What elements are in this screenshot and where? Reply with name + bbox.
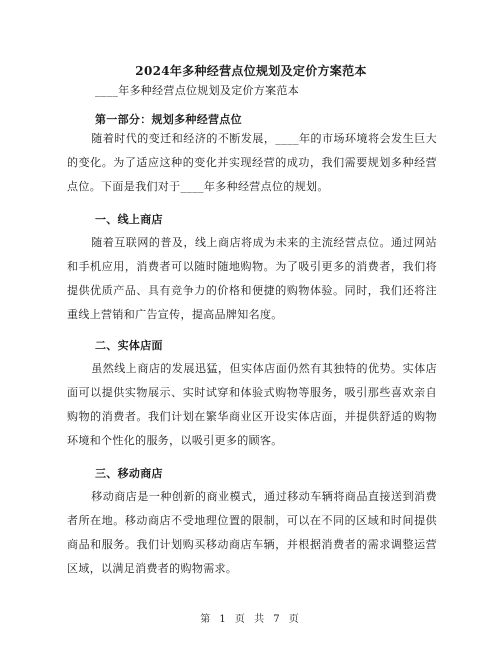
section-heading-mobile-store: 三、移动商店: [95, 467, 163, 480]
document-subtitle: ____年多种经营点位规划及定价方案范本: [95, 84, 299, 97]
intro-paragraph: 随着时代的变迁和经济的不断发展，____年的市场环境将会发生巨大的变化。为了适应这种的变化并实现经营的成功，我们需要规划多种经营点位。下面是我们对于____年多种经营点位的规划。: [67, 132, 437, 193]
section-body-physical-store: 虽然线上商店的发展迅猛，但实体店面仍然有其独特的优势。实体店面可以提供实物展示、实时试穿和体验式购物等服务，吸引那些喜欢亲自购物的消费者。我们计划在繁华商业区开设实体店面，并提供舒适的购物环境和个性化的服务，以吸引更多的顾客。: [67, 362, 437, 447]
section-heading-online-store: 一、线上商店: [95, 213, 163, 226]
section-body-mobile-store: 移动商店是一种创新的商业模式，通过移动车辆将商品直接送到消费者所在地。移动商店不受地理位置的限制，可以在不同的区域和时间提供商品和服务。我们计划购买移动商店车辆，并根据消费者的需求调整运营区域，以满足消费者的购物需求。: [67, 490, 437, 575]
page-footer: 第 1 页 共 7 页: [200, 614, 302, 625]
section-heading-physical-store: 二、实体店面: [95, 339, 163, 352]
document-title: 2024年多种经营点位规划及定价方案范本: [135, 64, 367, 78]
section-body-online-store: 随着互联网的普及，线上商店将成为未来的主流经营点位。通过网站和手机应用，消费者可以随时随地购物。为了吸引更多的消费者，我们将提供优质产品、具有竞争力的价格和便捷的购物体验。同时，我们还将注重线上营销和广告宣传，提高品牌知名度。: [67, 236, 437, 321]
part1-heading: 第一部分：规划多种经营点位: [95, 113, 242, 126]
